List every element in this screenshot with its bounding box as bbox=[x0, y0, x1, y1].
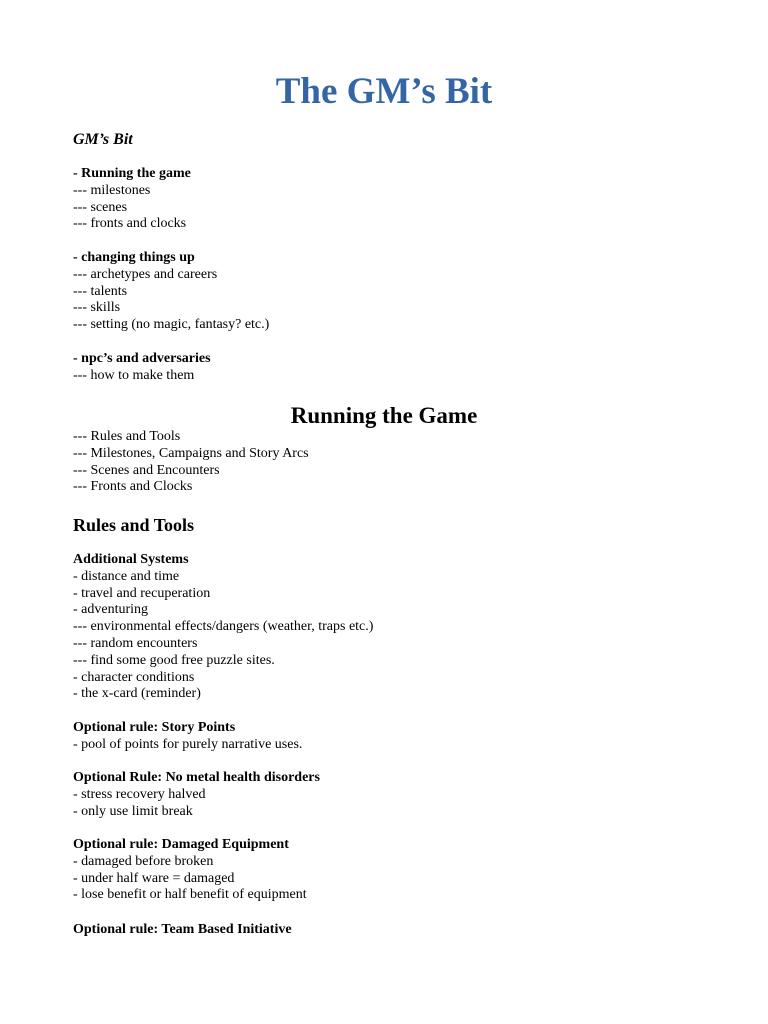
list-item: --- environmental effects/dangers (weather, traps etc.) bbox=[73, 619, 374, 635]
subsection-head: Additional Systems bbox=[73, 552, 189, 567]
optional-initiative bbox=[73, 922, 693, 939]
list-item: - the x-card (reminder) bbox=[73, 686, 201, 702]
subsection-head: Optional Rule: No metal health disorders bbox=[73, 770, 320, 785]
running-list bbox=[73, 429, 693, 496]
toc-item: --- talents bbox=[73, 283, 128, 299]
toc-item: --- setting (no magic, fantasy? etc.) bbox=[73, 317, 270, 333]
list-item: - under half ware = damaged bbox=[73, 870, 235, 886]
toc-group-head: - npc’s and adversaries bbox=[73, 351, 211, 366]
toc-group-running bbox=[73, 166, 693, 233]
optional-story-points bbox=[73, 720, 693, 754]
list-item: --- random encounters bbox=[73, 635, 198, 651]
toc-heading: GM’s Bit bbox=[73, 131, 133, 148]
list-item: - damaged before broken bbox=[73, 853, 214, 869]
optional-damaged-equipment bbox=[73, 837, 693, 904]
toc-item: --- archetypes and careers bbox=[73, 266, 218, 282]
list-item: --- find some good free puzzle sites. bbox=[73, 652, 275, 668]
running-item: --- Milestones, Campaigns and Story Arcs bbox=[73, 445, 309, 461]
subsection-head: Optional rule: Damaged Equipment bbox=[73, 837, 289, 852]
list-item: - stress recovery halved bbox=[73, 786, 206, 802]
toc-group-head: - changing things up bbox=[73, 250, 195, 265]
toc-item: --- scenes bbox=[73, 199, 128, 215]
list-item: - adventuring bbox=[73, 602, 149, 618]
optional-mental-health bbox=[73, 770, 693, 820]
list-item: - character conditions bbox=[73, 669, 195, 685]
list-item: - pool of points for purely narrative uses. bbox=[73, 736, 303, 752]
toc-group-npcs bbox=[73, 351, 693, 385]
toc-item: --- milestones bbox=[73, 182, 151, 198]
section-title-rules: Rules and Tools bbox=[73, 515, 195, 535]
subsection-head: Optional rule: Story Points bbox=[73, 720, 236, 735]
running-item: --- Fronts and Clocks bbox=[73, 479, 193, 495]
toc-group-head: - Running the game bbox=[73, 166, 191, 181]
section-title-running: Running the Game bbox=[290, 403, 478, 428]
list-item: - travel and recuperation bbox=[73, 585, 211, 601]
list-item: - distance and time bbox=[73, 568, 180, 584]
list-item: - only use limit break bbox=[73, 803, 193, 819]
list-item: - lose benefit or half benefit of equipment bbox=[73, 887, 307, 903]
subsection-head: Optional rule: Team Based Initiative bbox=[73, 922, 292, 937]
toc-item: --- fronts and clocks bbox=[73, 216, 187, 232]
running-item: --- Scenes and Encounters bbox=[73, 462, 220, 478]
toc-item: --- how to make them bbox=[73, 367, 195, 383]
toc-item: --- skills bbox=[73, 300, 121, 316]
toc-group-changing bbox=[73, 250, 693, 334]
document-title: The GM’s Bit bbox=[275, 71, 493, 112]
additional-systems bbox=[73, 552, 693, 703]
running-item: --- Rules and Tools bbox=[73, 429, 181, 444]
